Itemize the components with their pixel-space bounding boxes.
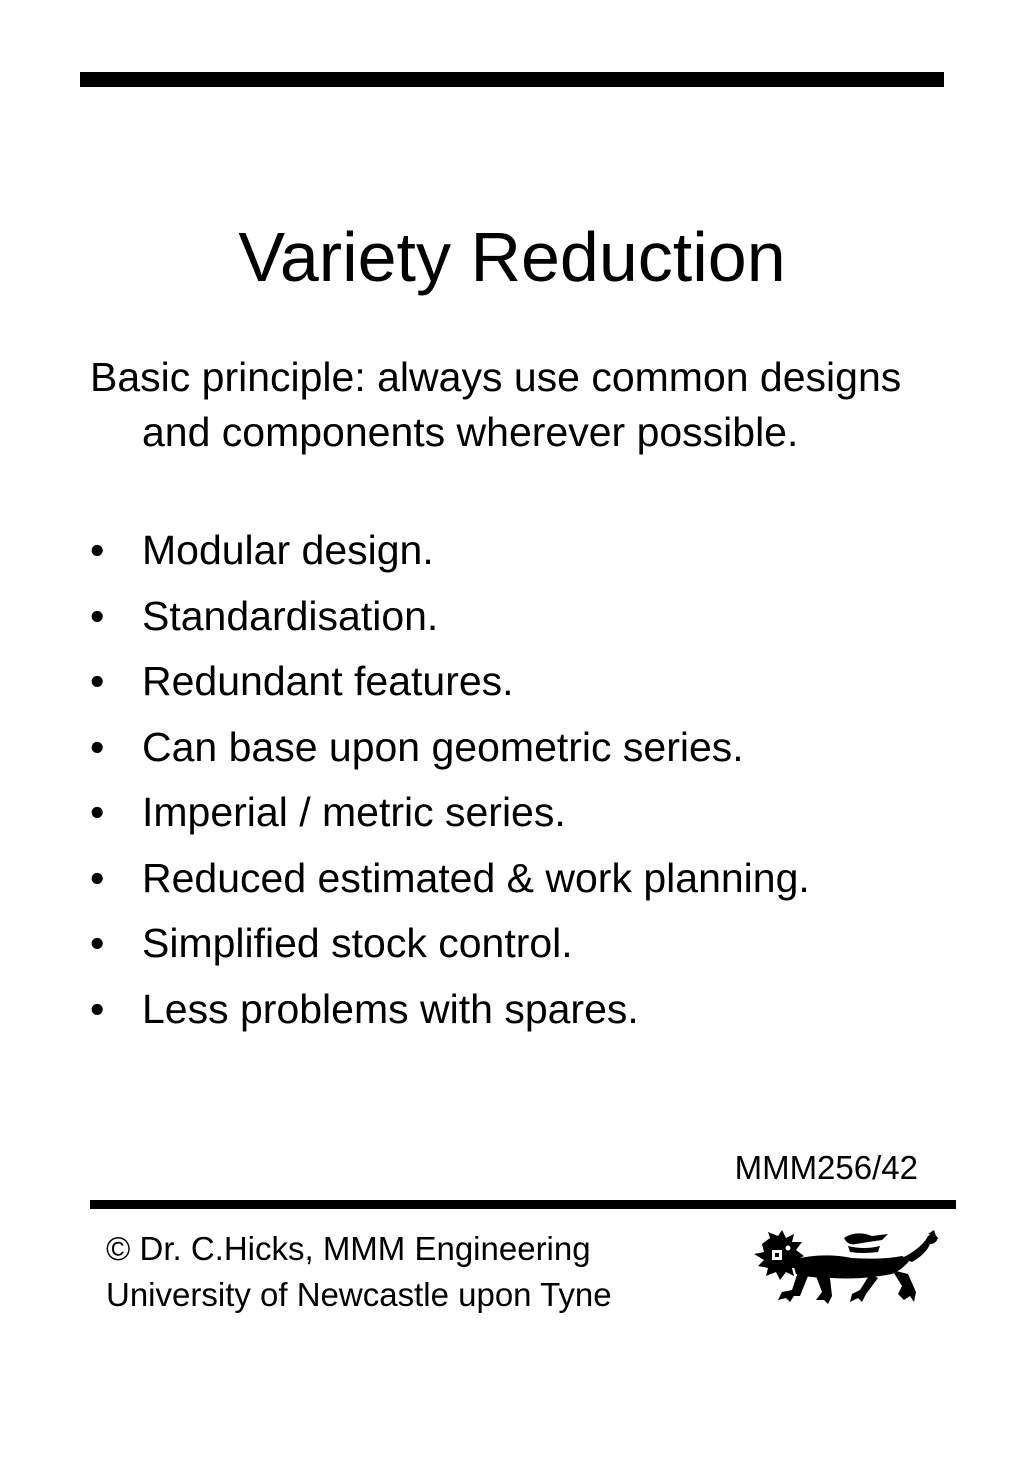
list-item — [90, 851, 970, 906]
bullet-marker: • — [90, 527, 105, 573]
top-rule — [80, 72, 944, 87]
list-item-text: Redundant features. — [142, 658, 514, 704]
list-item-text: Imperial / metric series. — [142, 789, 566, 835]
list-item-text: Standardisation. — [142, 592, 439, 639]
bullet-marker: • — [90, 723, 105, 770]
list-item — [90, 785, 970, 840]
bottom-rule — [90, 1200, 956, 1209]
credit-block — [106, 1226, 726, 1318]
list-item — [90, 916, 970, 971]
list-item — [90, 654, 970, 709]
slide-title: Variety Reduction — [238, 218, 786, 296]
bullet-marker: • — [90, 592, 105, 639]
lion-crest-icon — [752, 1230, 944, 1306]
intro-paragraph: Basic principle: always use common designs and components wherever possible. — [90, 354, 902, 455]
bullet-list — [90, 523, 970, 1047]
bullet-marker: • — [90, 854, 105, 901]
bullet-marker: • — [90, 789, 105, 835]
list-item — [90, 720, 970, 775]
bullet-marker: • — [90, 658, 105, 704]
bullet-marker: • — [90, 985, 105, 1032]
credit-line-university: University of Newcastle upon Tyne — [106, 1276, 612, 1313]
list-item — [90, 523, 970, 578]
bullet-marker: • — [90, 920, 105, 966]
list-item-text: Less problems with spares. — [142, 985, 639, 1032]
list-item — [90, 982, 970, 1037]
list-item — [90, 589, 970, 644]
list-item-text: Modular design. — [142, 527, 434, 573]
list-item-text: Simplified stock control. — [142, 920, 573, 966]
slide-code: MMM256/42 — [734, 1149, 918, 1186]
list-item-text: Can base upon geometric series. — [142, 723, 744, 770]
credit-line-author: © Dr. C.Hicks, MMM Engineering — [106, 1230, 591, 1267]
list-item-text: Reduced estimated & work planning. — [142, 854, 810, 901]
